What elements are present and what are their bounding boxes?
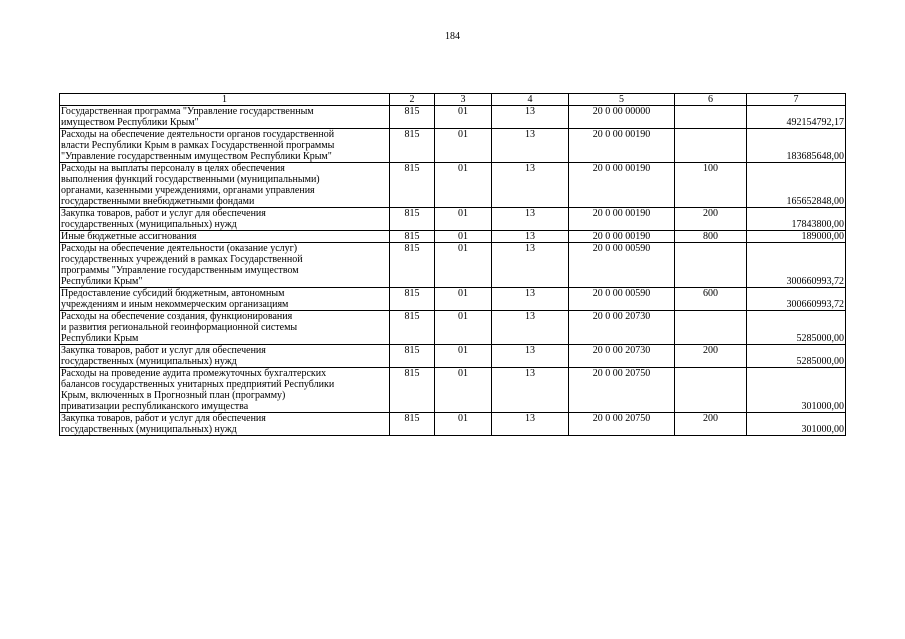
table-row	[60, 345, 846, 368]
amount-cell: 300660993,72	[747, 288, 846, 311]
item-name-cell: Государственная программа "Управление государственным имуществом Республики Крым"	[60, 106, 390, 129]
table-row	[60, 413, 846, 436]
item-name-cell: Закупка товаров, работ и услуг для обеспечения государственных (муниципальных) нужд	[60, 413, 390, 436]
table-row	[60, 163, 846, 208]
vr-code-cell	[675, 129, 747, 163]
vr-code-cell	[675, 106, 747, 129]
rz-code-cell: 01	[435, 129, 492, 163]
item-name-cell: Расходы на обеспечение создания, функционирования и развития региональной геоинформационной системы Республики Крым	[60, 311, 390, 345]
csr-code-cell: 20 0 00 20730	[569, 311, 675, 345]
table-row	[60, 208, 846, 231]
item-name-cell: Расходы на выплаты персоналу в целях обеспечения выполнения функций государственными (муниципальными) органами, казенными учреждениями, органами управления государственными внебюджетными фондами	[60, 163, 390, 208]
table-row	[60, 288, 846, 311]
item-name-cell: Закупка товаров, работ и услуг для обеспечения государственных (муниципальных) нужд	[60, 345, 390, 368]
item-name-cell: Закупка товаров, работ и услуг для обеспечения государственных (муниципальных) нужд	[60, 208, 390, 231]
gr-code-cell: 815	[390, 311, 435, 345]
pr-code-cell: 13	[492, 106, 569, 129]
column-header-3: 3	[435, 94, 492, 106]
amount-cell: 189000,00	[747, 231, 846, 243]
rz-code-cell: 01	[435, 163, 492, 208]
gr-code-cell: 815	[390, 368, 435, 413]
amount-cell: 300660993,72	[747, 243, 846, 288]
vr-code-cell: 200	[675, 345, 747, 368]
column-header-7: 7	[747, 94, 846, 106]
column-header-6: 6	[675, 94, 747, 106]
rz-code-cell: 01	[435, 288, 492, 311]
amount-cell: 301000,00	[747, 368, 846, 413]
amount-cell: 301000,00	[747, 413, 846, 436]
table-row	[60, 129, 846, 163]
table-row	[60, 243, 846, 288]
pr-code-cell: 13	[492, 163, 569, 208]
column-header-1: 1	[60, 94, 390, 106]
csr-code-cell: 20 0 00 00590	[569, 288, 675, 311]
column-header-2: 2	[390, 94, 435, 106]
csr-code-cell: 20 0 00 00190	[569, 163, 675, 208]
amount-cell: 165652848,00	[747, 163, 846, 208]
amount-cell: 17843800,00	[747, 208, 846, 231]
table-row	[60, 231, 846, 243]
pr-code-cell: 13	[492, 208, 569, 231]
table-row	[60, 311, 846, 345]
vr-code-cell: 200	[675, 208, 747, 231]
csr-code-cell: 20 0 00 20750	[569, 413, 675, 436]
vr-code-cell	[675, 243, 747, 288]
gr-code-cell: 815	[390, 106, 435, 129]
item-name-cell: Расходы на обеспечение деятельности органов государственной власти Республики Крым в рамках Государственной программы "Управление государственным имуществом Республики Крым"	[60, 129, 390, 163]
table-row	[60, 106, 846, 129]
gr-code-cell: 815	[390, 208, 435, 231]
rz-code-cell: 01	[435, 243, 492, 288]
csr-code-cell: 20 0 00 00000	[569, 106, 675, 129]
pr-code-cell: 13	[492, 413, 569, 436]
vr-code-cell	[675, 311, 747, 345]
rz-code-cell: 01	[435, 413, 492, 436]
amount-cell: 183685648,00	[747, 129, 846, 163]
amount-cell: 492154792,17	[747, 106, 846, 129]
header-row	[60, 94, 846, 106]
csr-code-cell: 20 0 00 00190	[569, 129, 675, 163]
pr-code-cell: 13	[492, 288, 569, 311]
table-row	[60, 368, 846, 413]
item-name-cell: Иные бюджетные ассигнования	[60, 231, 390, 243]
csr-code-cell: 20 0 00 00190	[569, 208, 675, 231]
pr-code-cell: 13	[492, 345, 569, 368]
csr-code-cell: 20 0 00 00590	[569, 243, 675, 288]
gr-code-cell: 815	[390, 163, 435, 208]
table-body	[60, 106, 846, 436]
gr-code-cell: 815	[390, 129, 435, 163]
vr-code-cell: 800	[675, 231, 747, 243]
rz-code-cell: 01	[435, 368, 492, 413]
pr-code-cell: 13	[492, 368, 569, 413]
vr-code-cell: 600	[675, 288, 747, 311]
page-number: 184	[445, 31, 460, 42]
csr-code-cell: 20 0 00 00190	[569, 231, 675, 243]
vr-code-cell: 100	[675, 163, 747, 208]
rz-code-cell: 01	[435, 311, 492, 345]
budget-table	[59, 93, 846, 436]
vr-code-cell: 200	[675, 413, 747, 436]
rz-code-cell: 01	[435, 106, 492, 129]
item-name-cell: Расходы на обеспечение деятельности (оказание услуг) государственных учреждений в рамках Государственной программы "Управление государственным имуществом Республики Крым"	[60, 243, 390, 288]
rz-code-cell: 01	[435, 345, 492, 368]
csr-code-cell: 20 0 00 20730	[569, 345, 675, 368]
pr-code-cell: 13	[492, 231, 569, 243]
csr-code-cell: 20 0 00 20750	[569, 368, 675, 413]
rz-code-cell: 01	[435, 231, 492, 243]
gr-code-cell: 815	[390, 288, 435, 311]
amount-cell: 5285000,00	[747, 345, 846, 368]
vr-code-cell	[675, 368, 747, 413]
gr-code-cell: 815	[390, 243, 435, 288]
pr-code-cell: 13	[492, 243, 569, 288]
item-name-cell: Расходы на проведение аудита промежуточных бухгалтерских балансов государственных унитарных предприятий Республики Крым, включенных в Прогнозный план (программу) приватизации республиканского имущества	[60, 368, 390, 413]
gr-code-cell: 815	[390, 413, 435, 436]
gr-code-cell: 815	[390, 231, 435, 243]
table-header	[60, 94, 846, 106]
pr-code-cell: 13	[492, 129, 569, 163]
item-name-cell: Предоставление субсидий бюджетным, автономным учреждениям и иным некоммерческим организациям	[60, 288, 390, 311]
rz-code-cell: 01	[435, 208, 492, 231]
pr-code-cell: 13	[492, 311, 569, 345]
amount-cell: 5285000,00	[747, 311, 846, 345]
gr-code-cell: 815	[390, 345, 435, 368]
column-header-5: 5	[569, 94, 675, 106]
column-header-4: 4	[492, 94, 569, 106]
